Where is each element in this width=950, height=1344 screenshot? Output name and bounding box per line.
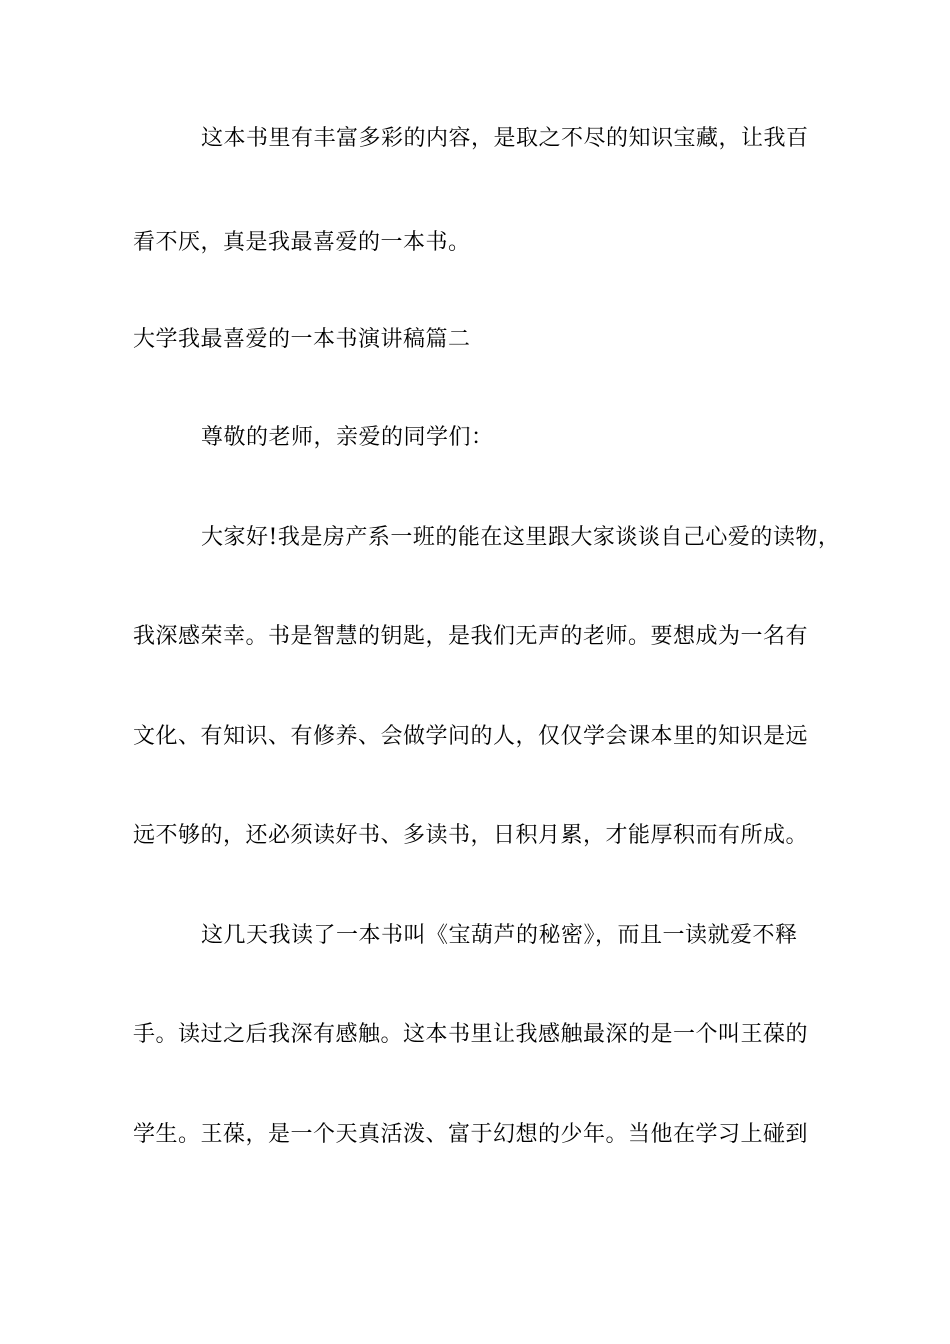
paragraph-line: 文化、有知识、有修养、会做学问的人，仅仅学会课本里的知识是远	[133, 724, 809, 749]
paragraph-line: 我深感荣幸。书是智慧的钥匙，是我们无声的老师。要想成为一名有	[133, 624, 809, 649]
paragraph-line: 这本书里有丰富多彩的内容，是取之不尽的知识宝藏，让我百	[201, 126, 809, 151]
paragraph-line: 这几天我读了一本书叫《宝葫芦的秘密》，而且一读就爱不释	[201, 923, 798, 948]
paragraph-line: 学生。王葆，是一个天真活泼、富于幻想的少年。当他在学习上碰到	[133, 1122, 809, 1147]
paragraph-line: 大家好!我是房产系一班的能在这里跟大家谈谈自己心爱的读物，	[201, 525, 841, 550]
paragraph-line: 看不厌，真是我最喜爱的一本书。	[133, 230, 471, 255]
section-heading: 大学我最喜爱的一本书演讲稿篇二	[133, 327, 471, 352]
paragraph-line: 手。读过之后我深有感触。这本书里让我感触最深的是一个叫王葆的	[133, 1022, 809, 1047]
greeting-line: 尊敬的老师，亲爱的同学们：	[201, 425, 494, 450]
paragraph-line: 远不够的，还必须读好书、多读书，日积月累，才能厚积而有所成。	[133, 823, 809, 848]
